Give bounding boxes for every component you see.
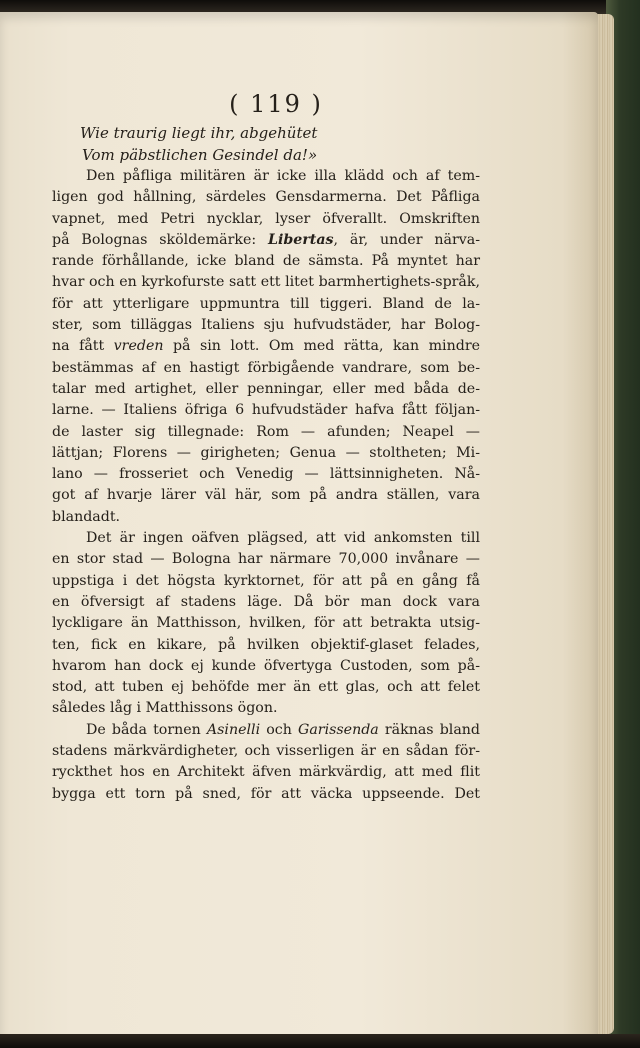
text-line: larne. — Italiens öfriga 6 hufvudstäder hafva fått följan- — [52, 402, 480, 419]
text-line: en öfversigt af stadens läge. Då bör man dock vara — [52, 593, 480, 610]
text-line: stadens märkvärdigheter, och visserligen är en sådan för- — [52, 743, 480, 760]
text-line — [52, 720, 480, 741]
verse-quote — [52, 122, 480, 166]
text-line: för att ytterligare uppmuntra till tiggeri. Bland de la- — [52, 295, 480, 312]
text-run: på sin lott. Om med rätta, kan mindre — [163, 338, 480, 355]
paragraph-3 — [52, 720, 480, 805]
page-text — [52, 90, 480, 805]
text-line: talar med artighet, eller penningar, eller med båda de- — [52, 380, 480, 397]
body-text — [52, 166, 480, 805]
paragraph-2 — [52, 528, 480, 720]
text-line: ster, som tilläggas Italiens sju hufvudstäder, har Bolog- — [52, 317, 480, 334]
text-run: De båda tornen — [86, 721, 207, 738]
text-line: ligen god hållning, särdeles Gensdarmerna. Det Påfliga — [52, 189, 480, 206]
text-line: ryckthet hos en Architekt äfven märkvärdig, att med flit — [52, 764, 480, 781]
text-line: hvar och en kyrkofurste satt ett litet barmhertighets-språk, — [52, 274, 480, 291]
text-line: bestämmas af en hastigt förbigående vandrare, som be- — [52, 359, 480, 376]
text-line: stod, att tuben ej behöfde mer än ett glas, och att felet — [52, 679, 480, 696]
text-line: en stor stad — Bologna har närmare 70,000 invånare — — [52, 551, 480, 568]
emphasis-asinelli: Asinelli — [206, 721, 261, 738]
text-line: lyckligare än Matthisson, hvilken, för att betrakta utsig- — [52, 615, 480, 632]
text-line: ten, fick en kikare, på hvilken objektif-glaset felades, — [52, 636, 480, 653]
emphasis-vreden: vreden — [113, 338, 164, 355]
text-run: och — [260, 721, 298, 738]
page-number: ( 119 ) — [229, 90, 323, 118]
text-line: uppstiga i det högsta kyrktornet, för att på en gång få — [52, 572, 480, 589]
verse-line: Vom päbstlichen Gesindel da!» — [82, 146, 318, 164]
text-line: lättjan; Florens — girigheten; Genua — stoltheten; Mi- — [52, 444, 480, 461]
text-line: rande förhållande, icke bland de sämsta. På myntet har — [52, 253, 480, 270]
text-run: , är, under närva- — [333, 231, 480, 248]
text-run: räknas bland — [378, 721, 480, 738]
text-line: blandadt. — [52, 508, 121, 525]
text-line: Det är ingen oäfven plägsed, att vid ankomsten till — [86, 530, 480, 547]
verse-line: Wie traurig liegt ihr, abgehütet — [80, 124, 318, 142]
text-line — [52, 336, 480, 357]
text-line: således låg i Matthissons ögon. — [52, 700, 278, 717]
text-line — [52, 230, 480, 251]
text-line: Den påfliga militären är icke illa klädd och af tem- — [86, 168, 480, 184]
text-run: på Bolognas sköldemärke: — [52, 231, 269, 248]
paragraph-1 — [52, 166, 480, 528]
emphasis-libertas: Libertas — [268, 231, 334, 248]
emphasis-garissenda: Garissenda — [298, 721, 379, 738]
text-line: bygga ett torn på sned, för att väcka uppseende. Det — [52, 785, 480, 802]
text-line: hvarom han dock ej kunde öfvertyga Custoden, som på- — [52, 657, 480, 674]
text-line: lano — frosseriet och Venedig — lättsinnigheten. Nå- — [52, 466, 480, 483]
bottom-shadow-edge — [0, 1034, 640, 1048]
text-line: got af hvarje lärer väl här, som på andra ställen, vara — [52, 487, 480, 504]
text-line: vapnet, med Petri nycklar, lyser öfverallt. Omskriften — [52, 210, 480, 227]
text-line: de laster sig tillegnade: Rom — afunden; Neapel — — [52, 423, 480, 440]
text-run: na fått — [52, 338, 114, 355]
